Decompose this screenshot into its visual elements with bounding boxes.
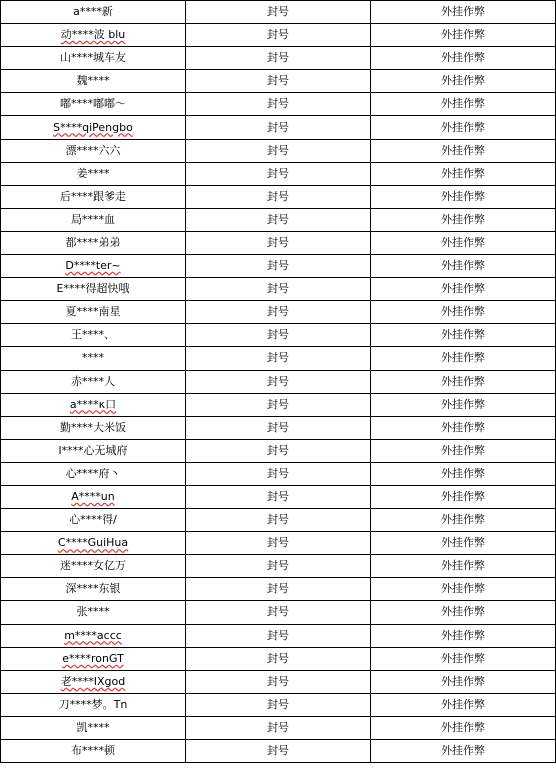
status-text: 封号: [267, 490, 289, 504]
table-row: [1, 462, 556, 485]
table-row: [1, 393, 556, 416]
status-cell: [186, 116, 371, 139]
reason-text: 外挂作弊: [441, 651, 485, 665]
player-name-cell: [1, 670, 186, 693]
player-name-cell: [1, 740, 186, 763]
status-text: 封号: [267, 628, 289, 642]
status-text: 封号: [267, 397, 289, 411]
status-cell: [186, 485, 371, 508]
player-name-cell: [1, 93, 186, 116]
status-text: 封号: [267, 212, 289, 226]
status-cell: [186, 24, 371, 47]
status-cell: [186, 162, 371, 185]
status-cell: [186, 439, 371, 462]
reason-text: 外挂作弊: [441, 5, 485, 19]
reason-cell: [371, 462, 556, 485]
player-name-cell: [1, 24, 186, 47]
table-row: [1, 509, 556, 532]
reason-text: 外挂作弊: [441, 282, 485, 296]
player-name-text: 漂****六六: [65, 143, 121, 157]
reason-text: 外挂作弊: [441, 259, 485, 273]
table-row: [1, 162, 556, 185]
reason-text: 外挂作弊: [441, 143, 485, 157]
reason-text: 外挂作弊: [441, 212, 485, 226]
table-row: [1, 255, 556, 278]
status-text: 封号: [267, 282, 289, 296]
player-name-text: 深****东银: [65, 582, 121, 596]
reason-text: 外挂作弊: [441, 420, 485, 434]
player-name-text: a****κ口: [69, 397, 117, 411]
player-name-text: 王****、: [71, 328, 115, 342]
reason-cell: [371, 670, 556, 693]
table-row: [1, 231, 556, 254]
reason-cell: [371, 532, 556, 555]
player-name-cell: [1, 70, 186, 93]
player-name-cell: [1, 347, 186, 370]
player-name-cell: [1, 139, 186, 162]
reason-cell: [371, 393, 556, 416]
reason-text: 外挂作弊: [441, 674, 485, 688]
player-name-cell: [1, 231, 186, 254]
table-row: [1, 370, 556, 393]
status-text: 封号: [267, 189, 289, 203]
player-name-cell: [1, 509, 186, 532]
status-text: 封号: [267, 259, 289, 273]
table-row: [1, 116, 556, 139]
player-name-text: A****un: [71, 490, 115, 504]
reason-cell: [371, 509, 556, 532]
player-name-text: S****qiPengbo: [53, 120, 133, 134]
status-text: 封号: [267, 328, 289, 342]
status-cell: [186, 393, 371, 416]
player-name-text: 嘟****嘟嘟～: [60, 97, 126, 111]
table-row: [1, 1, 556, 24]
table-row: [1, 347, 556, 370]
reason-text: 外挂作弊: [441, 120, 485, 134]
status-text: 封号: [267, 305, 289, 319]
status-text: 封号: [267, 374, 289, 388]
reason-cell: [371, 716, 556, 739]
reason-text: 外挂作弊: [441, 235, 485, 249]
reason-cell: [371, 555, 556, 578]
player-name-text: 迷****女亿万: [60, 559, 126, 573]
status-text: 封号: [267, 28, 289, 42]
table-row: [1, 301, 556, 324]
status-cell: [186, 185, 371, 208]
status-text: 封号: [267, 559, 289, 573]
reason-text: 外挂作弊: [441, 305, 485, 319]
player-name-cell: [1, 462, 186, 485]
status-cell: [186, 693, 371, 716]
reason-text: 外挂作弊: [441, 166, 485, 180]
reason-cell: [371, 485, 556, 508]
status-text: 封号: [267, 674, 289, 688]
player-name-text: 魏****: [76, 74, 110, 88]
player-name-text: D****ter~: [65, 259, 121, 273]
status-cell: [186, 70, 371, 93]
status-cell: [186, 324, 371, 347]
table-row: [1, 624, 556, 647]
table-row: [1, 647, 556, 670]
player-name-cell: [1, 162, 186, 185]
table-row: [1, 70, 556, 93]
player-name-text: 老****IXgod: [60, 674, 126, 688]
status-text: 封号: [267, 143, 289, 157]
status-text: 封号: [267, 582, 289, 596]
status-cell: [186, 93, 371, 116]
status-text: 封号: [267, 166, 289, 180]
reason-text: 外挂作弊: [441, 536, 485, 550]
reason-text: 外挂作弊: [441, 582, 485, 596]
reason-text: 外挂作弊: [441, 351, 485, 365]
reason-cell: [371, 301, 556, 324]
status-cell: [186, 647, 371, 670]
reason-cell: [371, 347, 556, 370]
reason-text: 外挂作弊: [441, 28, 485, 42]
status-text: 封号: [267, 74, 289, 88]
table-row: [1, 578, 556, 601]
table-row: [1, 555, 556, 578]
table-row: [1, 93, 556, 116]
table-row: [1, 278, 556, 301]
player-name-text: 夏****南星: [65, 305, 121, 319]
player-name-cell: [1, 370, 186, 393]
status-cell: [186, 555, 371, 578]
player-name-text: 山****城车友: [60, 51, 126, 65]
table-row: [1, 416, 556, 439]
status-text: 封号: [267, 536, 289, 550]
player-name-text: a****新: [73, 5, 113, 19]
reason-text: 外挂作弊: [441, 374, 485, 388]
player-name-cell: [1, 416, 186, 439]
reason-cell: [371, 139, 556, 162]
status-cell: [186, 509, 371, 532]
reason-cell: [371, 162, 556, 185]
player-name-cell: [1, 647, 186, 670]
status-cell: [186, 47, 371, 70]
status-text: 封号: [267, 697, 289, 711]
reason-cell: [371, 416, 556, 439]
player-name-text: C****GuiHua: [57, 536, 129, 550]
status-text: 封号: [267, 513, 289, 527]
reason-cell: [371, 116, 556, 139]
player-name-cell: [1, 601, 186, 624]
status-cell: [186, 670, 371, 693]
reason-text: 外挂作弊: [441, 744, 485, 758]
status-cell: [186, 301, 371, 324]
status-cell: [186, 740, 371, 763]
status-text: 封号: [267, 651, 289, 665]
player-name-text: 心****得/: [69, 513, 117, 527]
player-name-text: 刀****梦。Tn: [58, 697, 128, 711]
player-name-text: 凯****: [76, 720, 110, 734]
table-row: [1, 208, 556, 231]
reason-text: 外挂作弊: [441, 513, 485, 527]
reason-cell: [371, 70, 556, 93]
status-cell: [186, 416, 371, 439]
reason-cell: [371, 185, 556, 208]
reason-cell: [371, 601, 556, 624]
status-text: 封号: [267, 5, 289, 19]
status-text: 封号: [267, 443, 289, 457]
table-row: [1, 439, 556, 462]
status-text: 封号: [267, 605, 289, 619]
status-text: 封号: [267, 466, 289, 480]
reason-cell: [371, 740, 556, 763]
status-cell: [186, 370, 371, 393]
reason-text: 外挂作弊: [441, 490, 485, 504]
table-row: [1, 740, 556, 763]
player-name-cell: [1, 624, 186, 647]
status-cell: [186, 208, 371, 231]
player-name-cell: [1, 255, 186, 278]
player-name-cell: [1, 1, 186, 24]
status-cell: [186, 347, 371, 370]
player-name-text: 后****跟爹走: [60, 189, 126, 203]
status-cell: [186, 255, 371, 278]
reason-cell: [371, 370, 556, 393]
status-cell: [186, 601, 371, 624]
reason-cell: [371, 324, 556, 347]
status-cell: [186, 716, 371, 739]
player-name-text: 张****: [76, 605, 110, 619]
reason-text: 外挂作弊: [441, 74, 485, 88]
player-name-text: 布****顿: [71, 744, 115, 758]
reason-cell: [371, 439, 556, 462]
table-row: [1, 716, 556, 739]
status-cell: [186, 462, 371, 485]
player-name-text: m****accc: [64, 628, 122, 642]
table-row: [1, 693, 556, 716]
player-name-text: ****: [82, 351, 104, 365]
status-cell: [186, 532, 371, 555]
player-name-text: 赤****人: [71, 374, 115, 388]
status-text: 封号: [267, 235, 289, 249]
player-name-text: e****ronGT: [62, 651, 124, 665]
reason-cell: [371, 93, 556, 116]
reason-text: 外挂作弊: [441, 443, 485, 457]
status-text: 封号: [267, 97, 289, 111]
reason-cell: [371, 255, 556, 278]
player-name-cell: [1, 47, 186, 70]
table-row: [1, 670, 556, 693]
player-name-cell: [1, 532, 186, 555]
table-row: [1, 185, 556, 208]
reason-text: 外挂作弊: [441, 628, 485, 642]
player-name-cell: [1, 185, 186, 208]
reason-cell: [371, 231, 556, 254]
status-text: 封号: [267, 351, 289, 365]
reason-cell: [371, 578, 556, 601]
player-name-cell: [1, 716, 186, 739]
reason-text: 外挂作弊: [441, 559, 485, 573]
status-text: 封号: [267, 420, 289, 434]
reason-text: 外挂作弊: [441, 51, 485, 65]
player-name-text: 姜****: [76, 166, 110, 180]
status-cell: [186, 139, 371, 162]
reason-cell: [371, 24, 556, 47]
reason-text: 外挂作弊: [441, 697, 485, 711]
reason-text: 外挂作弊: [441, 97, 485, 111]
player-name-cell: [1, 485, 186, 508]
reason-text: 外挂作弊: [441, 189, 485, 203]
reason-cell: [371, 624, 556, 647]
player-name-cell: [1, 208, 186, 231]
ban-list-body: [1, 1, 556, 763]
player-name-cell: [1, 393, 186, 416]
table-row: [1, 139, 556, 162]
status-cell: [186, 578, 371, 601]
status-cell: [186, 231, 371, 254]
player-name-cell: [1, 555, 186, 578]
status-cell: [186, 1, 371, 24]
reason-text: 外挂作弊: [441, 397, 485, 411]
table-row: [1, 485, 556, 508]
status-text: 封号: [267, 744, 289, 758]
reason-text: 外挂作弊: [441, 328, 485, 342]
player-name-text: E****得超快哦: [56, 282, 130, 296]
player-name-cell: [1, 439, 186, 462]
player-name-text: 心****府丶: [65, 466, 121, 480]
reason-text: 外挂作弊: [441, 605, 485, 619]
player-name-text: 局****血: [71, 212, 115, 226]
reason-cell: [371, 1, 556, 24]
reason-text: 外挂作弊: [441, 720, 485, 734]
table-row: [1, 324, 556, 347]
reason-text: 外挂作弊: [441, 466, 485, 480]
table-row: [1, 24, 556, 47]
player-name-cell: [1, 116, 186, 139]
player-name-text: 动****波 blu: [60, 28, 126, 42]
reason-cell: [371, 647, 556, 670]
table-row: [1, 601, 556, 624]
player-name-cell: [1, 693, 186, 716]
status-cell: [186, 624, 371, 647]
player-name-cell: [1, 301, 186, 324]
reason-cell: [371, 693, 556, 716]
status-text: 封号: [267, 120, 289, 134]
status-text: 封号: [267, 720, 289, 734]
player-name-cell: [1, 278, 186, 301]
reason-cell: [371, 208, 556, 231]
player-name-cell: [1, 324, 186, 347]
player-name-text: 都****弟弟: [65, 235, 121, 249]
player-name-text: 勤****大米饭: [60, 420, 126, 434]
reason-cell: [371, 47, 556, 70]
status-text: 封号: [267, 51, 289, 65]
player-name-cell: [1, 578, 186, 601]
player-name-text: l****心无城府: [58, 443, 128, 457]
reason-cell: [371, 278, 556, 301]
status-cell: [186, 278, 371, 301]
table-row: [1, 532, 556, 555]
table-row: [1, 47, 556, 70]
